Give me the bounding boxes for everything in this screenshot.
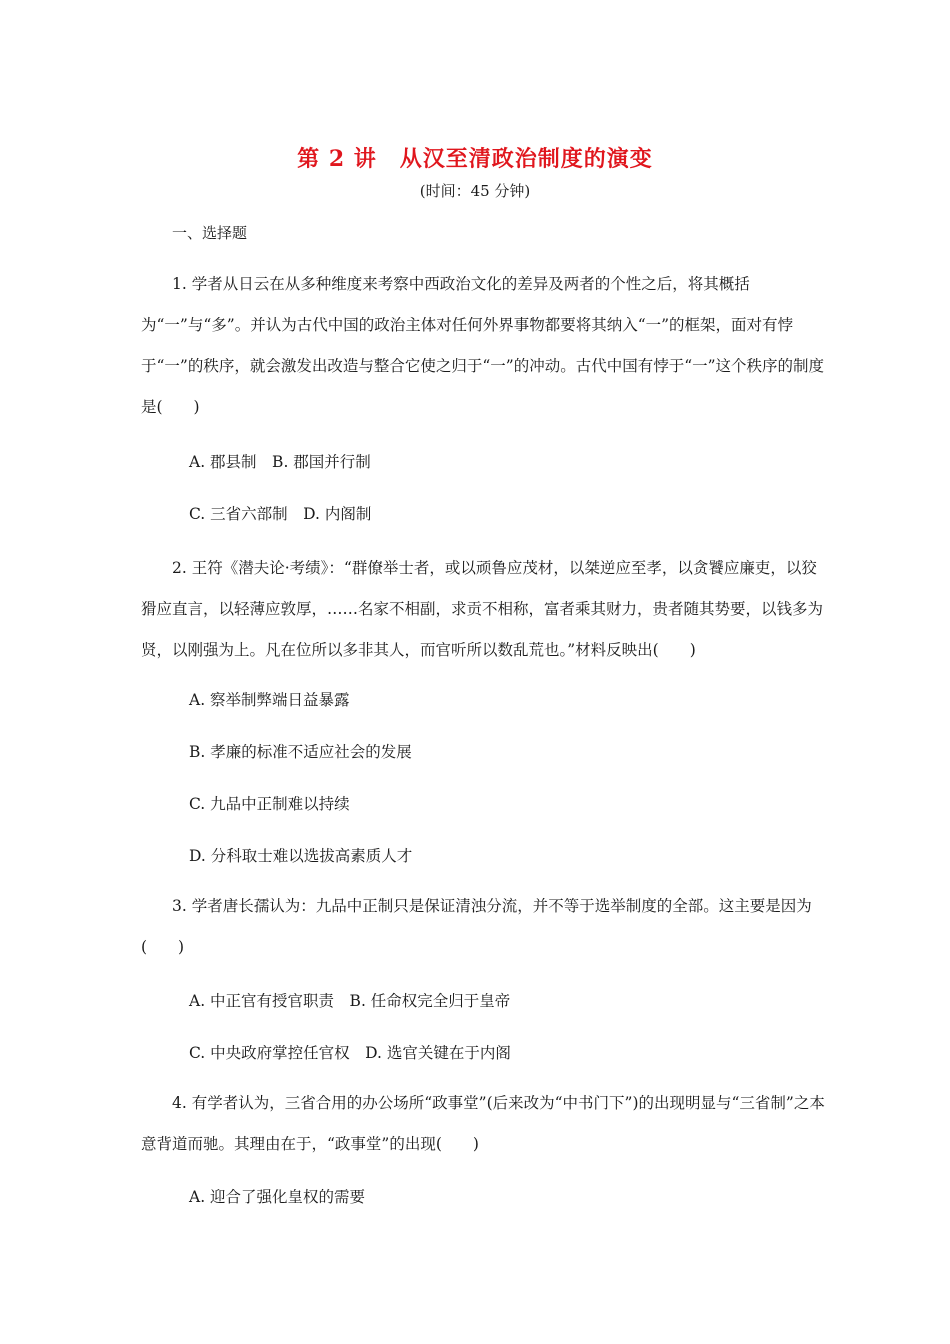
question-4: [141, 1083, 831, 1165]
question-4-option-a: A. 迎合了强化皇权的需要: [189, 1188, 366, 1206]
question-2-option-d: D. 分科取士难以选拔高素质人才: [189, 847, 413, 865]
page-title: 第 2 讲 从汉至清政治制度的演变: [297, 146, 653, 172]
question-3-options-row-1: A. 中正官有授官职责 B. 任命权完全归于皇帝: [189, 992, 511, 1010]
question-stem: 3. 学者唐长孺认为：九品中正制只是保证清浊分流，并不等于选举制度的全部。这主要是因为( ): [141, 897, 812, 956]
question-2-option-c: C. 九品中正制难以持续: [189, 795, 350, 813]
question-stem: 2. 王符《潜夫论·考绩》：“群僚举士者，或以顽鲁应茂材，以桀逆应至孝，以贪饕应廉吏，以狡猾应直言，以轻薄应敦厚，……名家不相副，求贡不相称，富者乘其财力，贵者随其势要，以钱多为贤，以刚强为上。凡在位所以多非其人，而官听所以数乱荒也。”材料反映出( ): [141, 559, 824, 659]
question-1-options-row-1: A. 郡县制 B. 郡国并行制: [189, 453, 371, 471]
question-1-options-row-2: C. 三省六部制 D. 内阁制: [189, 505, 372, 523]
section-heading: 一、选择题: [172, 224, 248, 242]
question-stem: 1. 学者从日云在从多种维度来考察中西政治文化的差异及两者的个性之后，将其概括为“一”与“多”。并认为古代中国的政治主体对任何外界事物都要将其纳入“一”的框架，面对有悖于“一”的秩序，就会激发出改造与整合它使之归于“一”的冲动。古代中国有悖于“一”这个秩序的制度是( ): [141, 275, 825, 416]
time-limit: (时间：45 分钟): [419, 182, 531, 200]
question-3-options-row-2: C. 中央政府掌控任官权 D. 选官关键在于内阁: [189, 1044, 511, 1062]
question-2-option-a: A. 察举制弊端日益暴露: [189, 691, 350, 709]
question-1: [141, 264, 831, 428]
question-3: [141, 886, 831, 968]
question-2-option-b: B. 孝廉的标准不适应社会的发展: [189, 743, 412, 761]
question-2: [141, 548, 831, 671]
question-stem: 4. 有学者认为，三省合用的办公场所“政事堂”(后来改为“中书门下”)的出现明显与“三省制”之本意背道而驰。其理由在于，“政事堂”的出现( ): [141, 1094, 825, 1153]
